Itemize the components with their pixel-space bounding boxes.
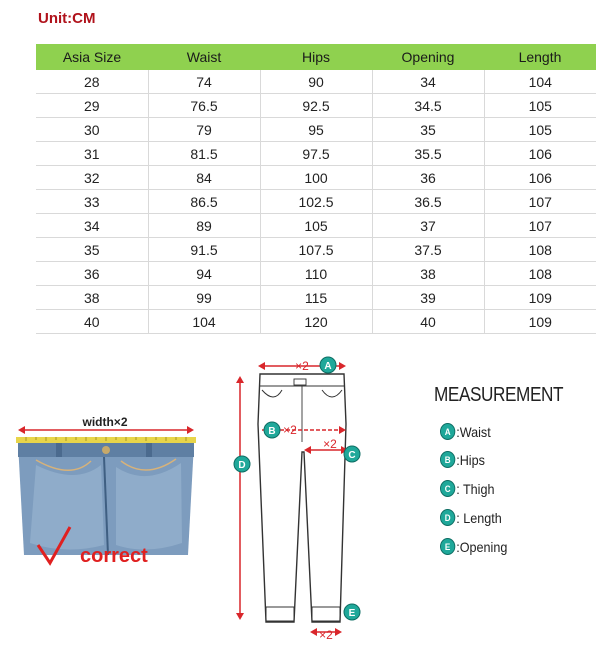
table-header-row bbox=[36, 44, 596, 70]
table-cell: 106 bbox=[484, 142, 596, 166]
table-cell: 104 bbox=[148, 310, 260, 334]
table-row bbox=[36, 94, 596, 118]
table-cell: 34.5 bbox=[372, 94, 484, 118]
column-header: Waist bbox=[148, 44, 260, 70]
table-cell: 40 bbox=[36, 310, 148, 334]
table-cell: 38 bbox=[372, 262, 484, 286]
table-cell: 109 bbox=[484, 310, 596, 334]
table-row bbox=[36, 142, 596, 166]
table-cell: 37.5 bbox=[372, 238, 484, 262]
legend-item-length bbox=[440, 509, 502, 526]
column-header: Length bbox=[484, 44, 596, 70]
legend-item-hips bbox=[440, 451, 485, 468]
table-cell: 104 bbox=[484, 70, 596, 94]
correct-label: correct bbox=[80, 545, 148, 567]
marker-c: C bbox=[348, 450, 356, 461]
table-cell: 107 bbox=[484, 190, 596, 214]
table-cell: 107.5 bbox=[260, 238, 372, 262]
legend-marker: A bbox=[440, 423, 455, 440]
table-cell: 86.5 bbox=[148, 190, 260, 214]
table-body bbox=[36, 70, 596, 334]
legend-label: : Thigh bbox=[456, 480, 495, 497]
table-cell: 34 bbox=[36, 214, 148, 238]
table-row bbox=[36, 286, 596, 310]
table-cell: 29 bbox=[36, 94, 148, 118]
legend-item-waist bbox=[440, 423, 491, 440]
jeans-photo-drawing bbox=[16, 405, 196, 575]
size-table bbox=[36, 44, 596, 334]
table-cell: 34 bbox=[372, 70, 484, 94]
table-cell: 84 bbox=[148, 166, 260, 190]
table-cell: 32 bbox=[36, 166, 148, 190]
legend-marker: E bbox=[440, 538, 455, 555]
table-cell: 115 bbox=[260, 286, 372, 310]
table-cell: 81.5 bbox=[148, 142, 260, 166]
table-cell: 38 bbox=[36, 286, 148, 310]
legend-marker: B bbox=[440, 451, 455, 468]
width-label: width×2 bbox=[82, 415, 128, 429]
table-cell: 74 bbox=[148, 70, 260, 94]
marker-b: B bbox=[268, 426, 276, 437]
table-cell: 35 bbox=[36, 238, 148, 262]
legend-label: :Opening bbox=[456, 538, 508, 555]
times-two-thigh: ×2 bbox=[323, 437, 337, 451]
table-cell: 40 bbox=[372, 310, 484, 334]
legend-marker: D bbox=[440, 509, 455, 526]
table-cell: 97.5 bbox=[260, 142, 372, 166]
marker-d: D bbox=[238, 460, 246, 471]
table-row bbox=[36, 238, 596, 262]
legend-label: : Length bbox=[456, 509, 502, 526]
table-cell: 28 bbox=[36, 70, 148, 94]
table-row bbox=[36, 310, 596, 334]
column-header: Asia Size bbox=[36, 44, 148, 70]
table-cell: 105 bbox=[484, 118, 596, 142]
table-cell: 36 bbox=[372, 166, 484, 190]
table-cell: 102.5 bbox=[260, 190, 372, 214]
table-row bbox=[36, 70, 596, 94]
table-cell: 36 bbox=[36, 262, 148, 286]
table-cell: 89 bbox=[148, 214, 260, 238]
table-cell: 39 bbox=[372, 286, 484, 310]
table-cell: 30 bbox=[36, 118, 148, 142]
table-cell: 35 bbox=[372, 118, 484, 142]
table-cell: 94 bbox=[148, 262, 260, 286]
jeans-photo bbox=[16, 405, 196, 575]
unit-label: Unit:CM bbox=[38, 10, 96, 27]
table-cell: 95 bbox=[260, 118, 372, 142]
table-cell: 31 bbox=[36, 142, 148, 166]
table-row bbox=[36, 214, 596, 238]
table-cell: 92.5 bbox=[260, 94, 372, 118]
table-cell: 76.5 bbox=[148, 94, 260, 118]
table-row bbox=[36, 190, 596, 214]
table-cell: 106 bbox=[484, 166, 596, 190]
legend-label: :Hips bbox=[456, 451, 485, 468]
table-cell: 108 bbox=[484, 262, 596, 286]
table-cell: 120 bbox=[260, 310, 372, 334]
table-cell: 110 bbox=[260, 262, 372, 286]
legend-item-thigh bbox=[440, 480, 494, 497]
measurement-title: MEASUREMENT bbox=[434, 384, 564, 406]
column-header: Opening bbox=[372, 44, 484, 70]
table-row bbox=[36, 118, 596, 142]
table-cell: 37 bbox=[372, 214, 484, 238]
table-cell: 90 bbox=[260, 70, 372, 94]
pants-diagram bbox=[222, 352, 372, 648]
table-cell: 79 bbox=[148, 118, 260, 142]
table-cell: 35.5 bbox=[372, 142, 484, 166]
table-cell: 105 bbox=[484, 94, 596, 118]
table-cell: 91.5 bbox=[148, 238, 260, 262]
times-two-hip: ×2 bbox=[283, 423, 297, 437]
table-cell: 109 bbox=[484, 286, 596, 310]
table-cell: 33 bbox=[36, 190, 148, 214]
marker-e: E bbox=[348, 608, 356, 619]
table-cell: 36.5 bbox=[372, 190, 484, 214]
table-row bbox=[36, 166, 596, 190]
marker-a: A bbox=[324, 361, 332, 372]
table-cell: 99 bbox=[148, 286, 260, 310]
times-two-top: ×2 bbox=[295, 359, 309, 373]
legend-marker: C bbox=[440, 480, 455, 497]
column-header: Hips bbox=[260, 44, 372, 70]
times-two-bottom: ×2 bbox=[319, 628, 333, 642]
table-cell: 100 bbox=[260, 166, 372, 190]
legend-item-opening bbox=[440, 538, 507, 555]
table-cell: 105 bbox=[260, 214, 372, 238]
table-row bbox=[36, 262, 596, 286]
legend-label: :Waist bbox=[456, 423, 491, 440]
table-cell: 108 bbox=[484, 238, 596, 262]
table-cell: 107 bbox=[484, 214, 596, 238]
